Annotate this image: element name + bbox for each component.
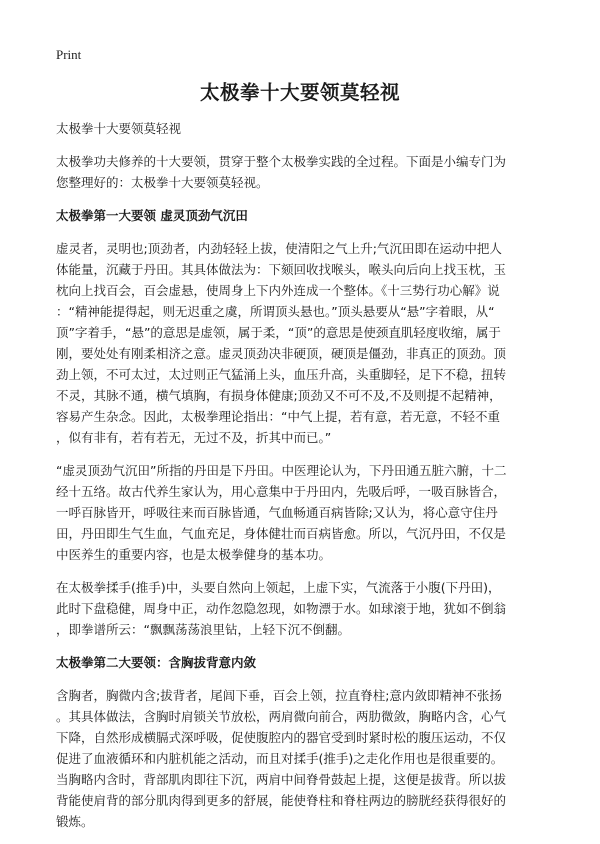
text-line: 不灵，其脉不通，横气填胸，有损身体健康;顶劲又不可不及,不及则提不起精神， [56,388,502,403]
text-line: 太极拳功夫修养的十大要领，贯穿于整个太极拳实践的全过程。下面是小编专门为 [56,154,507,169]
paragraph [56,238,546,448]
text-line: 含胸者，胸微内含;拔背者，尾闾下垂，百会上领，拉直脊柱;意内敛即精神不张扬 [56,688,502,703]
text-line: 经十五络。故古代养生家认为，用心意集中于丹田内，先吸后呼，一吸百脉皆合， [56,484,507,499]
article-sections [56,205,546,832]
section-heading: 太极拳第一大要领 虚灵顶劲气沉田 [56,208,248,223]
paragraph [56,685,546,832]
text-line: 。其具体做法，含胸时肩锁关节放松，两肩微向前合，两肋微敛，胸略内含，心气 [56,709,507,724]
text-line: 下降，自然形成横膈式深呼吸，促使腹腔内的器官受到时紧时松的腹压运动，不仅 [56,730,507,745]
text-line: 此时下盘稳健，周身中正，动作忽隐忽现，如物漂于水。如球滚于地，犹如不倒翁 [56,601,507,616]
text-line: 刚，要处处有刚柔相济之意。虚灵顶劲决非硬顶，硬顶是僵劲，非真正的顶劲。顶 [56,346,507,361]
text-line: ，即拳谱所云：“飘飘荡荡浪里钻，上轻下沉不倒翻。 [56,622,350,637]
text-line: 当胸略内含时，背部肌肉即往下沉，两肩中间脊骨鼓起上提，这便是拔背。所以拔 [56,772,507,787]
text-line: 促进了血液循环和内脏机能之活动，而且对揉手(推手)之走化作用也是很重要的。 [56,751,504,766]
text-line: 虚灵者，灵明也;顶劲者，内劲轻轻上拔，使清阳之气上升;气沉田即在运动中把人 [56,241,502,256]
paragraph [56,460,546,565]
text-line: ：“精神能提得起，则无迟重之虞，所谓顶头悬也。”顶头悬要从“悬”字着眼，从“ [56,304,495,319]
section-heading: 太极拳第二大要领：含胸拔背意内敛 [56,655,257,670]
text-line: 在太极拳揉手(推手)中，头要自然向上领起，上虚下实，气流落于小腹(下丹田)， [56,580,501,595]
text-line: “虚灵顶劲气沉田”所指的丹田是下丹田。中医理论认为，下丹田通五脏六腑，十二 [56,463,507,478]
article-subtitle: 太极拳十大要领莫轻视 [56,121,182,136]
text-line: 体能量，沉藏于丹田。其具体做法为：下颏回收找喉头，喉头向后向上找玉枕，玉 [56,262,507,277]
text-line: 枕向上找百会，百会虚悬，使周身上下内外连成一个整体。《十三势行功心解》说 [56,283,500,298]
text-line: 背能使肩背的部分肌肉得到更多的舒展，能使脊柱和脊柱两边的膀胱经获得很好的 [56,793,507,808]
text-line: 劲上领，不可太过，太过则正气猛涌上头，血压升高，头重脚轻，足下不稳，扭转 [56,367,507,382]
text-line: 顶”字着手，“悬”的意思是虚领，属于柔，“顶”的意思是使颈直肌轻度收缩，属于 [56,325,501,340]
page-title: 太极拳十大要领莫轻视 [199,81,400,104]
text-line: ，似有非有，若有若无，无过不及，折其中而已。” [56,430,332,445]
text-line: 田，丹田即生气生血，气血充足，身体健壮而百病皆愈。所以，气沉丹田，不仅是 [56,526,507,541]
text-line: 您整理好的：太极拳十大要领莫轻视。 [56,175,269,190]
text-line: 中医养生的重要内容，也是太极拳健身的基本功。 [56,547,332,562]
article-body [56,118,546,844]
text-line: 一呼百脉皆开，呼吸往来而百脉皆通，气血畅通百病皆除;又认为，将心意守住丹 [56,505,498,520]
text-line: 容易产生杂念。因此，太极拳理论指出：“中气上提，若有意，若无意，不轻不重 [56,409,500,424]
text-line: 锻炼。 [56,814,94,829]
print-link[interactable]: Print [56,47,82,62]
intro-paragraph [56,151,546,193]
paragraph [56,577,546,640]
